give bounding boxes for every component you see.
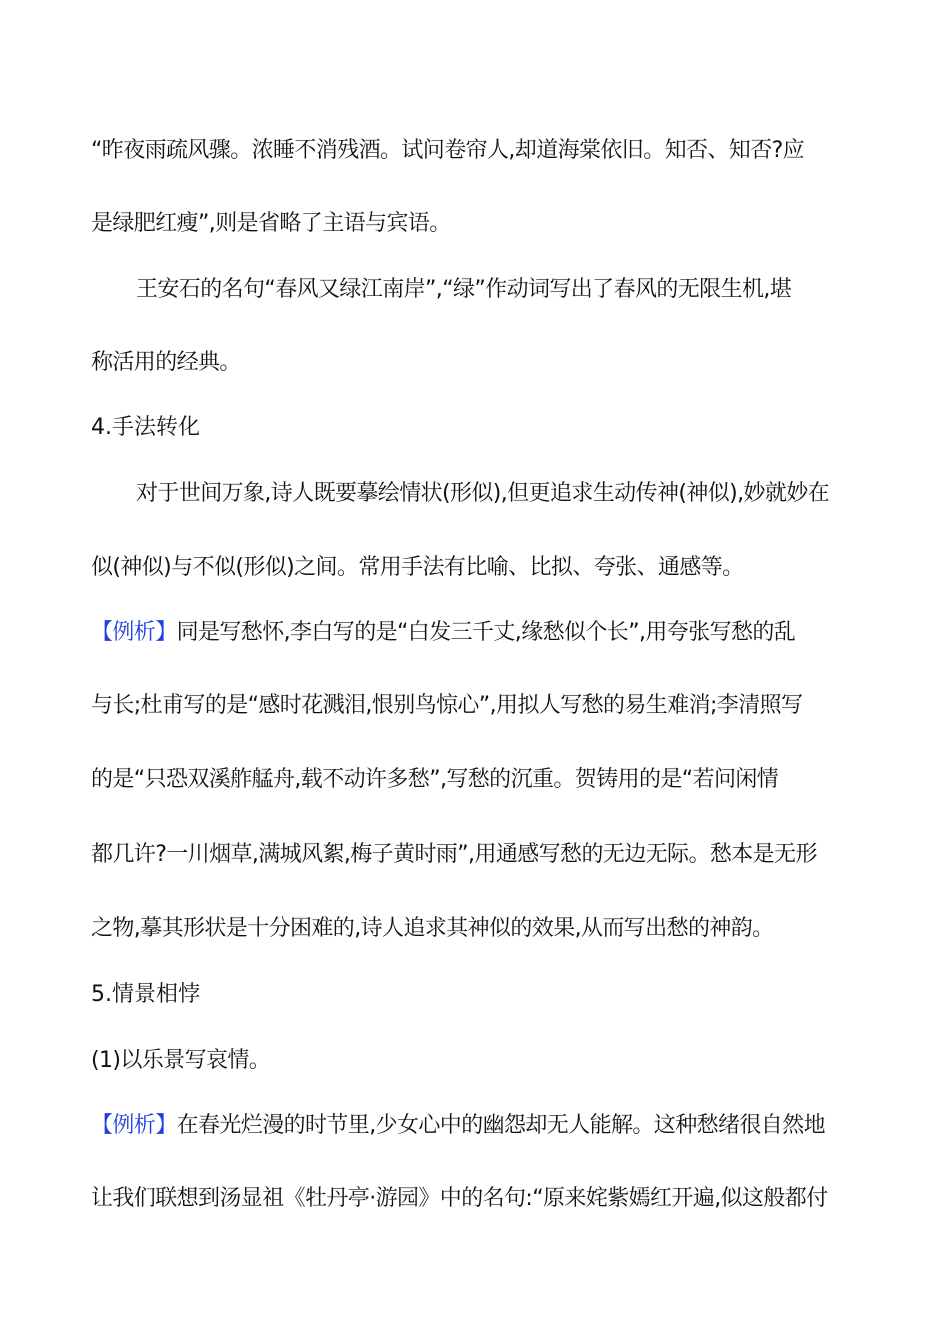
- paragraph-3-line-1: 对于世间万象,诗人既要摹绘情状(形似),但更追求生动传神(神似),妙就妙在: [136, 481, 830, 506]
- section-heading-4: 4.手法转化: [91, 415, 200, 440]
- paragraph-1-line-1: “昨夜雨疏风骤。浓睡不消残酒。试问卷帘人,却道海棠依旧。知否、知否?应: [91, 138, 805, 163]
- example-tag: 【例析】: [91, 1113, 177, 1138]
- example-2-line-1: [91, 1111, 859, 1141]
- section-heading-5: 5.情景相悖: [91, 982, 200, 1007]
- paragraph-2-line-2: 称活用的经典。: [91, 350, 241, 375]
- paragraph-2-line-1: 王安石的名句“春风又绿江南岸”,“绿”作动词写出了春风的无限生机,堪: [136, 277, 792, 302]
- example-1-line-5: 之物,摹其形状是十分困难的,诗人追求其神似的效果,从而写出愁的神韵。: [91, 916, 774, 941]
- example-2-text: 在春光烂漫的时节里,少女心中的幽怨却无人能解。这种愁绪很自然地: [176, 1113, 826, 1138]
- example-1-line-4: 都几许?一川烟草,满城风絮,梅子黄时雨”,用通感写愁的无边无际。愁本是无形: [91, 842, 817, 867]
- example-2-line-2: 让我们联想到汤显祖《牡丹亭·游园》中的名句:“原来姹紫嫣红开遍,似这般都付: [91, 1186, 828, 1211]
- example-1-text: 同是写愁怀,李白写的是“白发三千丈,缘愁似个长”,用夸张写愁的乱: [176, 620, 796, 645]
- example-1-line-1: [91, 618, 859, 648]
- example-tag: 【例析】: [91, 620, 177, 645]
- paragraph-1-line-2: 是绿肥红瘦”,则是省略了主语与宾语。: [91, 211, 451, 236]
- paragraph-3-line-2: 似(神似)与不似(形似)之间。常用手法有比喻、比拟、夸张、通感等。: [91, 555, 744, 580]
- example-1-line-3: 的是“只恐双溪舴艋舟,载不动许多愁”,写愁的沉重。贺铸用的是“若问闲情: [91, 767, 779, 792]
- example-1-line-2: 与长;杜甫写的是“感时花溅泪,恨别鸟惊心”,用拟人写愁的易生难消;李清照写: [91, 693, 803, 718]
- subheading-1: (1)以乐景写哀情。: [91, 1048, 271, 1073]
